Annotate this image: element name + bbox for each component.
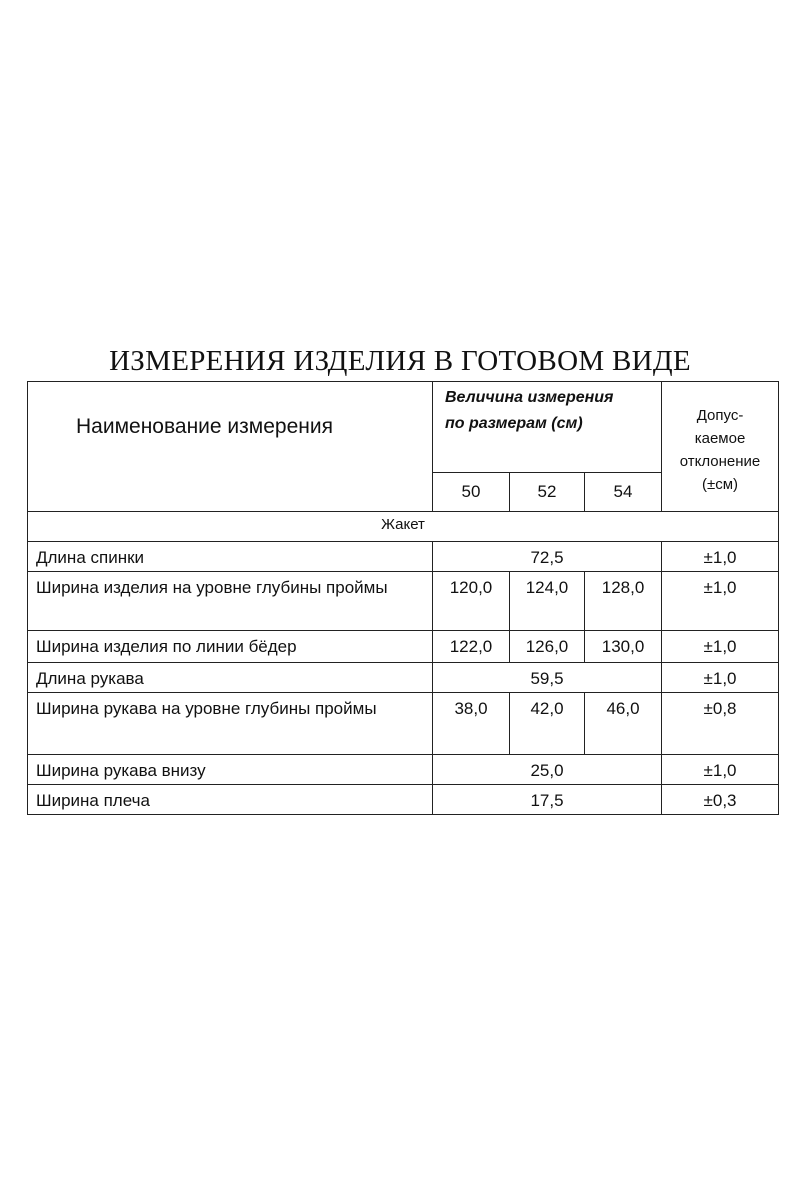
table-row [28, 663, 779, 693]
table-row [28, 631, 779, 663]
header-measurement-name: Наименование измерения [28, 382, 433, 512]
row-value-size-54: 130,0 [585, 631, 662, 663]
row-tolerance: ±0,3 [662, 785, 779, 815]
row-value-size-52: 124,0 [510, 572, 585, 631]
row-name: Длина рукава [28, 663, 433, 693]
row-name: Длина спинки [28, 542, 433, 572]
row-tolerance: ±1,0 [662, 542, 779, 572]
header-tolerance-line3: отклонение [679, 453, 761, 470]
row-name: Ширина плеча [28, 785, 433, 815]
row-value-all-sizes: 17,5 [433, 785, 662, 815]
size-header-54: 54 [585, 473, 662, 512]
row-name: Ширина рукава на уровне глубины проймы [28, 693, 433, 755]
row-value-size-50: 38,0 [433, 693, 510, 755]
section-row [28, 512, 779, 542]
row-name: Ширина рукава внизу [28, 755, 433, 785]
row-tolerance: ±1,0 [662, 663, 779, 693]
row-value-size-50: 120,0 [433, 572, 510, 631]
measurements-table [27, 381, 779, 815]
size-header-52: 52 [510, 473, 585, 512]
size-header-50: 50 [433, 473, 510, 512]
row-value-all-sizes: 59,5 [433, 663, 662, 693]
table-row [28, 572, 779, 631]
row-tolerance: ±1,0 [662, 572, 779, 631]
section-label: Жакет [28, 512, 779, 542]
row-tolerance: ±1,0 [662, 631, 779, 663]
row-value-size-54: 46,0 [585, 693, 662, 755]
header-size-group-line2: по размерам (см) [445, 415, 583, 432]
header-size-group [433, 382, 662, 473]
row-name: Ширина изделия по линии бёдер [28, 631, 433, 663]
header-size-group-line1: Величина измерения [445, 389, 614, 406]
row-tolerance: ±1,0 [662, 755, 779, 785]
row-value-size-52: 126,0 [510, 631, 585, 663]
header-tolerance-line2: каемое [694, 430, 746, 447]
table-row [28, 755, 779, 785]
row-value-size-52: 42,0 [510, 693, 585, 755]
row-tolerance: ±0,8 [662, 693, 779, 755]
page-title: ИЗМЕРЕНИЯ ИЗДЕЛИЯ В ГОТОВОМ ВИДЕ [109, 345, 691, 377]
row-value-size-54: 128,0 [585, 572, 662, 631]
row-name: Ширина изделия на уровне глубины проймы [28, 572, 433, 631]
row-value-all-sizes: 72,5 [433, 542, 662, 572]
header-tolerance [662, 382, 779, 512]
table-row [28, 693, 779, 755]
header-tolerance-line4: (±см) [702, 476, 739, 493]
table-row [28, 785, 779, 815]
row-value-size-50: 122,0 [433, 631, 510, 663]
header-tolerance-line1: Допус- [696, 407, 744, 424]
header-row [28, 382, 779, 473]
table-row [28, 542, 779, 572]
row-value-all-sizes: 25,0 [433, 755, 662, 785]
